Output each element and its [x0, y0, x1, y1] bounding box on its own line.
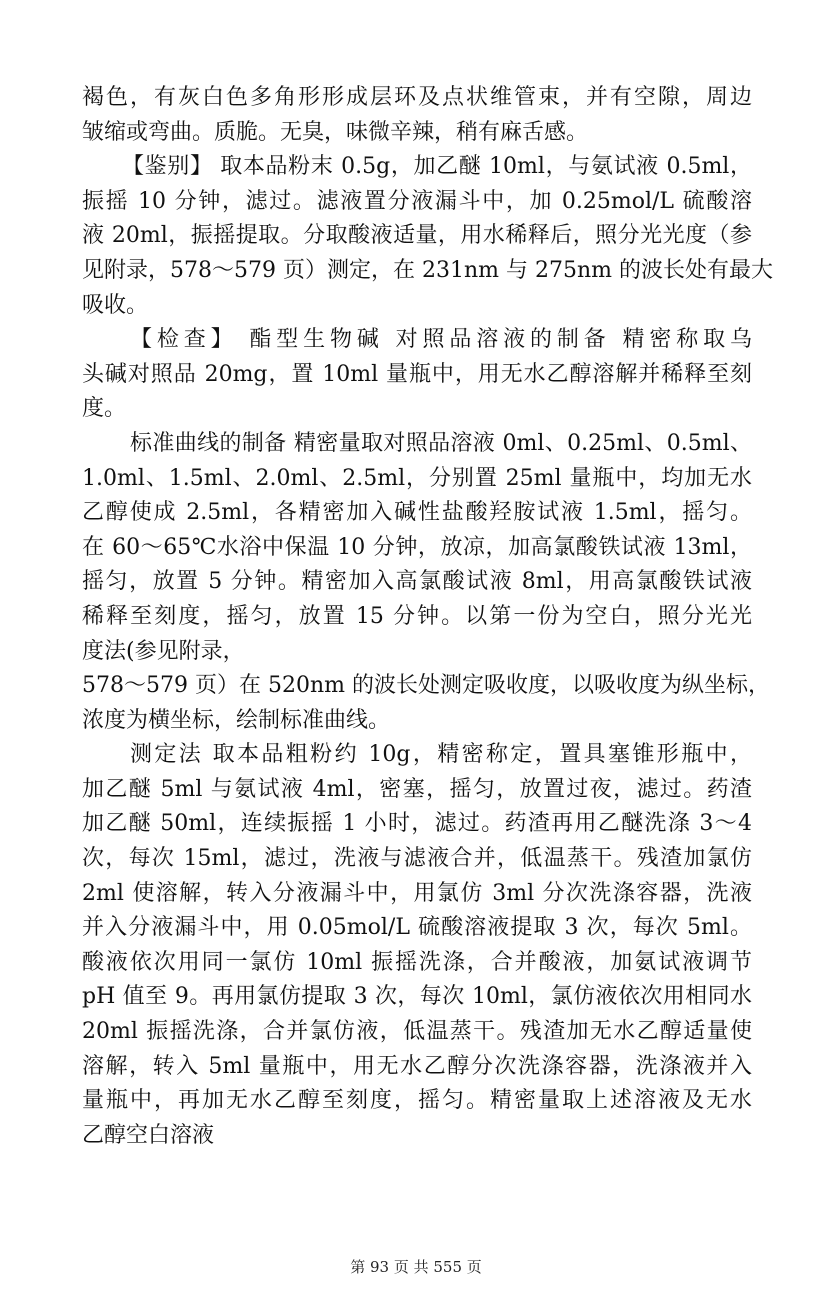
document-body	[82, 81, 773, 1153]
text-line: 溶解，转入 5ml 量瓶中，用无水乙醇分次洗涤容器，洗涤液并入	[82, 1053, 752, 1079]
text-line: 次，每次 15ml，滤过，洗液与滤液合并，低温蒸干。残渣加氯仿	[82, 846, 752, 872]
text-line: 振摇 10 分钟，滤过。滤液置分液漏斗中，加 0.25mol/L 硫酸溶	[82, 188, 752, 214]
text-line: pH 值至 9。再用氯仿提取 3 次，每次 10ml，氯仿液依次用相同水	[82, 984, 752, 1010]
text-line: 20ml 振摇洗涤，合并氯仿液，低温蒸干。残渣加无水乙醇适量使	[82, 1019, 752, 1045]
text-line: 在 60～65℃水浴中保温 10 分钟，放凉，加高氯酸铁试液 13ml，	[82, 534, 752, 560]
text-line: 褐色，有灰白色多角形形成层环及点状维管束，并有空隙，周边	[82, 85, 752, 110]
section-check-line: 【检查】 酯型生物碱 对照品溶液的制备 精密称取乌	[130, 327, 752, 353]
text-line: 1.0ml、1.5ml、2.0ml、2.5ml，分别置 25ml 量瓶中，均加无水	[82, 465, 752, 491]
text-line: 液 20ml，振摇提取。分取酸液适量，用水稀释后，照分光光度（参	[82, 223, 752, 249]
text-line: 加乙醚 5ml 与氨试液 4ml，密塞，摇匀，放置过夜，滤过。药渣	[82, 776, 752, 802]
text-line: 度法(参见附录，	[82, 638, 245, 664]
text-line: 并入分液漏斗中，用 0.05mol/L 硫酸溶液提取 3 次，每次 5ml。	[82, 915, 752, 941]
text-line: 见附录，578～579 页）测定，在 231nm 与 275nm 的波长处有最大	[82, 257, 773, 283]
page-number-footer: 第 93 页 共 555 页	[350, 1258, 482, 1276]
text-line: 度。	[82, 396, 127, 422]
text-line: 加乙醚 50ml，连续振摇 1 小时，滤过。药渣再用乙醚洗涤 3～4	[82, 811, 752, 837]
text-line: 乙醇使成 2.5ml，各精密加入碱性盐酸羟胺试液 1.5ml，摇匀。	[82, 500, 752, 526]
text-line: 稀释至刻度，摇匀，放置 15 分钟。以第一份为空白，照分光光	[82, 603, 752, 629]
subsection-assay-line: 测定法 取本品粗粉约 10g，精密称定，置具塞锥形瓶中，	[130, 742, 752, 768]
text-line: 酸液依次用同一氯仿 10ml 振摇洗涤，合并酸液，加氨试液调节	[82, 949, 752, 975]
text-line: 皱缩或弯曲。质脆。无臭，味微辛辣，稍有麻舌感。	[82, 119, 589, 145]
subsection-standard-curve-line: 标准曲线的制备 精密量取对照品溶液 0ml、0.25ml、0.5ml、	[130, 430, 752, 456]
text-line: 2ml 使溶解，转入分液漏斗中，用氯仿 3ml 分次洗涤容器，洗液	[82, 880, 752, 906]
text-line: 吸收。	[82, 292, 149, 318]
text-line: 浓度为横坐标，绘制标准曲线。	[82, 707, 391, 733]
text-line: 量瓶中，再加无水乙醇至刻度，摇匀。精密量取上述溶液及无水	[82, 1088, 752, 1114]
text-line: 乙醇空白溶液	[82, 1122, 215, 1148]
section-identification-line: 【鉴别】 取本品粉末 0.5g，加乙醚 10ml，与氨试液 0.5ml，	[122, 154, 752, 180]
text-line: 摇匀，放置 5 分钟。精密加入高氯酸试液 8ml，用高氯酸铁试液	[82, 569, 752, 595]
text-line: 头碱对照品 20mg，置 10ml 量瓶中，用无水乙醇溶解并稀释至刻	[82, 361, 752, 387]
text-line: 578～579 页）在 520nm 的波长处测定吸收度，以吸收度为纵坐标，	[82, 673, 770, 699]
